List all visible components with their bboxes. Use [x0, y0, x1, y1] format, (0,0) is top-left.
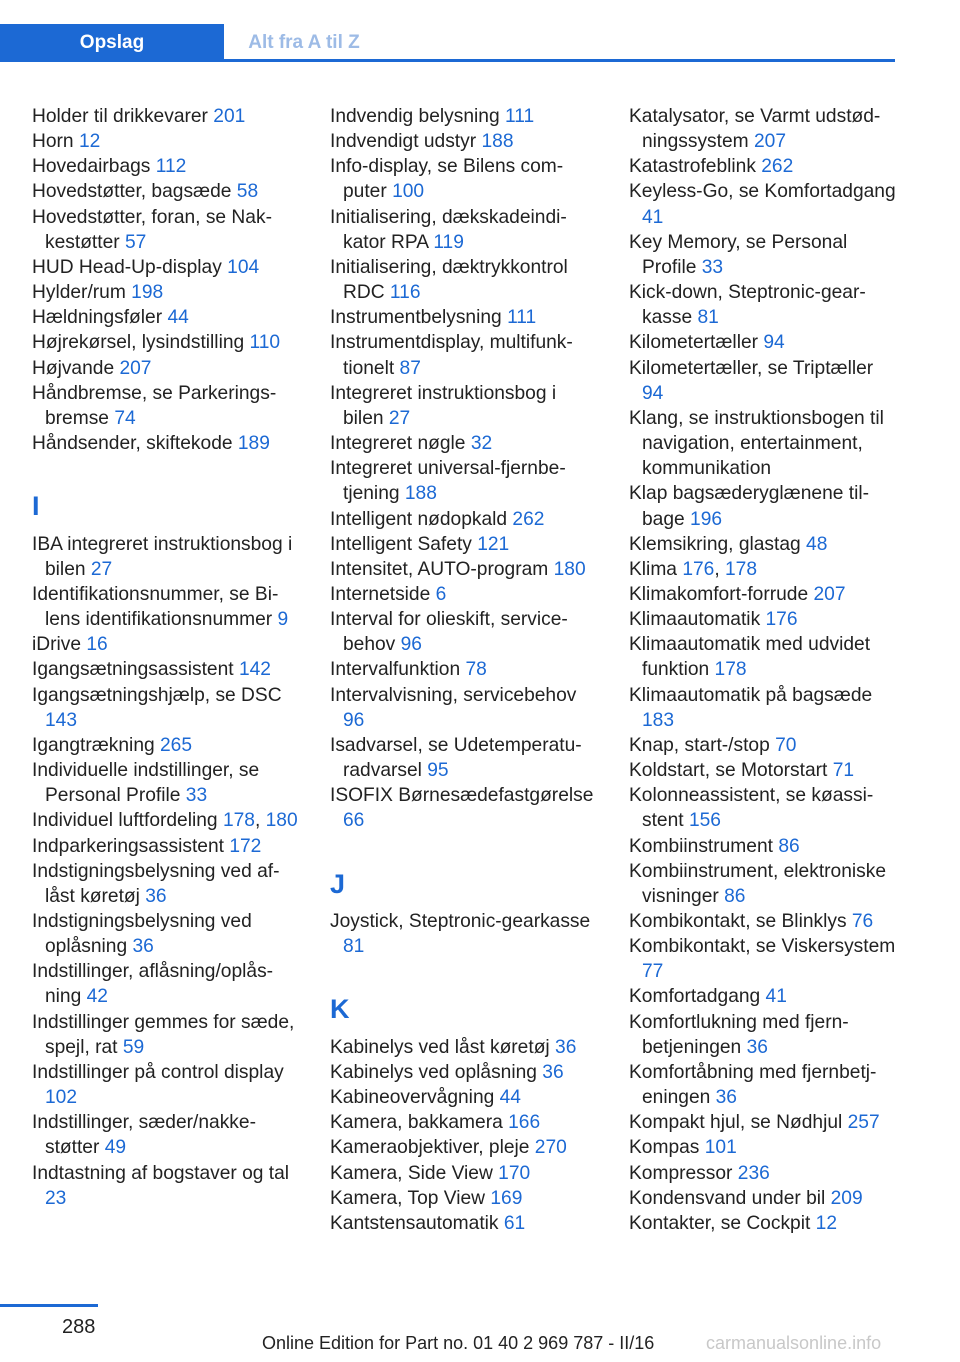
- index-entry-text: Klimakomfort-forrude: [629, 583, 809, 605]
- page-reference-link[interactable]: 104: [227, 256, 260, 278]
- index-entry: [330, 909, 600, 959]
- page-reference-link[interactable]: 100: [392, 181, 425, 203]
- page-reference-link[interactable]: 44: [167, 307, 189, 329]
- page-reference-link[interactable]: 207: [813, 583, 846, 605]
- index-entry: [32, 683, 302, 733]
- page-reference-link[interactable]: 94: [763, 332, 785, 354]
- index-entry-text: Initialisering, dæktrykkontrol RDC: [330, 256, 568, 304]
- index-entry-text: Kilometertæller: [629, 332, 759, 354]
- index-entry: [32, 330, 302, 355]
- page-reference-link[interactable]: 96: [400, 634, 422, 656]
- page-reference-link[interactable]: 27: [90, 558, 113, 580]
- index-entry: [330, 154, 600, 204]
- footer-rule: [0, 1304, 98, 1307]
- index-entry: [330, 733, 600, 783]
- index-entry-text: Klima: [629, 558, 677, 580]
- page-reference-link[interactable]: 81: [697, 307, 719, 329]
- index-entry: [629, 356, 897, 406]
- index-entry: [32, 1161, 302, 1211]
- index-entry: [330, 305, 600, 330]
- index-entry-text: Horn: [32, 131, 74, 153]
- header-rule: [0, 59, 895, 62]
- index-entry-text: Initialisering, dækskadeindikator RPA: [330, 206, 567, 253]
- index-entry-text: Indvendigt udstyr: [330, 131, 477, 153]
- index-entry: [629, 1010, 897, 1060]
- index-entry-text: Individuelle indstillinger, se Personal Profile: [32, 760, 260, 807]
- index-entry: [330, 532, 600, 557]
- index-entry-text: Komfortadgang: [629, 986, 761, 1008]
- page-reference-link[interactable]: 142: [238, 659, 271, 681]
- index-entry-text: Intervalvisning, servicebehov: [330, 684, 577, 706]
- index-entry: [629, 984, 897, 1009]
- index-entry-text: Kilometertæller, se Triptæller: [629, 357, 874, 379]
- page-reference-link[interactable]: 36: [145, 885, 167, 907]
- page-reference-link[interactable]: 188: [481, 131, 514, 153]
- page-reference-link[interactable]: 36: [746, 1036, 768, 1058]
- index-entry-text: Isadvarsel, se Udetemperaturadvarsel: [330, 734, 582, 782]
- index-entry-text: Indstillinger på control display: [32, 1061, 284, 1083]
- index-entry: [629, 532, 897, 557]
- index-entry-text: Kolonneassistent, se køassistent: [629, 785, 874, 832]
- page-reference-link[interactable]: 86: [778, 835, 800, 857]
- index-entry-text: Hovedairbags: [32, 156, 151, 178]
- page-reference-link[interactable]: 12: [78, 131, 101, 153]
- page-reference-link[interactable]: 94: [642, 382, 664, 404]
- page-reference-link[interactable]: 76: [851, 911, 874, 932]
- index-entry-text: Indstillinger, aflåsning/oplåsning: [32, 961, 274, 1008]
- index-entry: [629, 607, 897, 632]
- index-entry-text: Indstigningsbelysning ved aflåst køretøj: [32, 860, 280, 907]
- page-reference-link[interactable]: 27: [388, 407, 411, 429]
- index-entry-text: Klimaautomatik: [629, 609, 761, 631]
- index-entry-text: Keyless-Go, se Komfortadgang: [629, 181, 896, 203]
- page-reference-link[interactable]: 236: [737, 1162, 770, 1184]
- page-reference-link[interactable]: 176: [765, 609, 798, 631]
- index-entry-text: Kabineovervågning: [330, 1087, 495, 1109]
- page-reference-link[interactable]: 96: [343, 709, 365, 731]
- index-entry-text: Hylder/rum: [32, 282, 126, 304]
- index-entry-text: Klemsikring, glastag: [629, 533, 801, 555]
- page-reference-link[interactable]: 6: [435, 583, 447, 605]
- index-letter-heading: K: [330, 994, 350, 1025]
- index-entry-text: Kombiinstrument, elektroniske visninger: [629, 860, 887, 907]
- index-entry-text: Kombiinstrument: [629, 835, 773, 857]
- index-entry: [629, 154, 897, 179]
- index-entry-text: Indstillinger gemmes for sæde, spejl, rat: [32, 1011, 295, 1058]
- index-entry-text: Håndsender, skiftekode: [32, 433, 233, 455]
- index-entry-text: Kamera, Top View: [330, 1187, 486, 1209]
- index-entry: Individuel luftfordeling 178, 180: [32, 810, 298, 832]
- index-entry-text: Kompas: [629, 1137, 700, 1159]
- index-entry-text: Katastrofeblink: [629, 156, 756, 178]
- index-entry-text: Klimaautomatik på bagsæde: [629, 684, 873, 706]
- index-entry: [32, 179, 302, 204]
- page-reference-link[interactable]: 44: [499, 1087, 521, 1109]
- index-entry-text: Key Memory, se Personal Profile: [629, 231, 848, 278]
- index-entry: [32, 154, 302, 179]
- page-reference-link[interactable]: 87: [399, 357, 421, 379]
- page-reference-link[interactable]: 36: [542, 1061, 564, 1083]
- index-entry: [629, 582, 897, 607]
- page-reference-link[interactable]: 189: [237, 433, 270, 455]
- index-entry: [32, 305, 302, 330]
- page-reference-link[interactable]: 86: [724, 885, 746, 907]
- page-reference-link[interactable]: 41: [765, 986, 787, 1008]
- page-reference-link[interactable]: 70: [775, 734, 797, 756]
- page-reference-link[interactable]: 32: [470, 433, 493, 455]
- index-entry: [629, 230, 897, 280]
- index-entry-text: Kompressor: [629, 1162, 733, 1184]
- page-reference-link[interactable]: 116: [389, 282, 421, 304]
- index-entry: [629, 632, 897, 682]
- index-entry-text: Kamera, Side View: [330, 1162, 493, 1184]
- index-entry: [32, 532, 302, 582]
- index-entry: [330, 657, 600, 682]
- page-reference-link[interactable]: 36: [132, 936, 154, 958]
- index-entry: [330, 1060, 600, 1085]
- index-entry: [330, 582, 600, 607]
- index-entry-text: Kondensvand under bil: [629, 1187, 826, 1209]
- index-entry: [330, 507, 600, 532]
- index-entry: [32, 280, 302, 305]
- section-gap: [330, 959, 600, 984]
- index-entry-text: Kompakt hjul, se Nødhjul: [629, 1112, 843, 1134]
- page-reference-link[interactable]: 16: [86, 634, 108, 656]
- index-entry-text: Kabinelys ved oplåsning: [330, 1061, 537, 1083]
- page-reference-link[interactable]: 111: [504, 106, 535, 127]
- index-entry: [629, 783, 897, 833]
- page-reference-link[interactable]: 180: [265, 810, 298, 832]
- page-reference-link[interactable]: 121: [477, 533, 510, 555]
- index-entry: [32, 758, 302, 808]
- index-entry-text: Klap bagsæderyglænene tilbage: [629, 483, 869, 530]
- index-entry: [629, 1186, 897, 1211]
- page-reference-link[interactable]: 176: [682, 558, 715, 580]
- index-entry-text: Kombikontakt, se Blinklys: [629, 911, 847, 932]
- page-reference-link[interactable]: 262: [761, 156, 794, 178]
- index-entry: [32, 1010, 302, 1060]
- index-entry-text: Klimaautomatik med udvidet funktion: [629, 634, 871, 681]
- index-entry: [32, 834, 302, 859]
- index-entry: [629, 104, 897, 154]
- index-entry-text: Internetside: [330, 583, 431, 605]
- index-entry-text: Kontakter, se Cockpit: [629, 1212, 811, 1234]
- index-entry: [629, 481, 897, 531]
- page-reference-link[interactable]: 74: [114, 407, 136, 429]
- page-reference-link[interactable]: 101: [704, 1137, 737, 1159]
- index-entry-text: Integreret instruktionsbog i bilen: [330, 382, 557, 429]
- page-reference-link[interactable]: 178: [725, 558, 758, 580]
- index-entry-text: iDrive: [32, 634, 82, 656]
- index-entry: [629, 1135, 897, 1160]
- page-reference-link[interactable]: 257: [847, 1112, 880, 1134]
- index-entry: [629, 909, 897, 934]
- index-entry: [629, 934, 897, 984]
- page-reference-link[interactable]: 198: [131, 282, 164, 304]
- index-entry: [330, 607, 600, 657]
- index-entry: [629, 683, 897, 733]
- index-entry: [629, 859, 897, 909]
- tab-opslag[interactable]: Opslag: [0, 24, 224, 59]
- page-reference-link[interactable]: 119: [433, 231, 464, 253]
- page-reference-link[interactable]: 270: [534, 1137, 567, 1159]
- index-entry: [330, 456, 600, 506]
- index-entry-text: Højrekørsel, lysindstilling: [32, 332, 245, 354]
- index-entry-text: Intelligent nødopkald: [330, 508, 508, 530]
- index-entry-text: Hovedstøtter, bagsæde: [32, 181, 232, 203]
- index-entry: [32, 909, 302, 959]
- page-reference-link[interactable]: 61: [503, 1212, 526, 1234]
- index-entry: [32, 959, 302, 1009]
- index-column-3: [629, 104, 897, 1236]
- page-reference-link[interactable]: 180: [553, 558, 586, 580]
- index-entry-text: Kabinelys ved låst køretøj: [330, 1036, 550, 1058]
- index-entry: [330, 255, 600, 305]
- index-entry-text: Højvande: [32, 357, 115, 379]
- index-entry: [629, 758, 897, 783]
- index-entry: [330, 1211, 600, 1236]
- page-reference-link[interactable]: 23: [45, 1187, 67, 1209]
- section-gap: [330, 834, 600, 859]
- index-entry-text: Igangtrækning: [32, 734, 155, 756]
- index-entry-text: Integreret nøgle: [330, 433, 466, 455]
- watermark-text: carmanualsonline.info: [706, 1333, 882, 1353]
- page-reference-link[interactable]: 102: [45, 1087, 78, 1109]
- index-entry: [330, 557, 600, 582]
- section-gap: [32, 456, 302, 481]
- index-entry-text: IBA integreret instruktionsbog i bilen: [32, 533, 293, 580]
- index-entry: [629, 406, 897, 481]
- index-entry-text: Kick-down, Steptronic-gearkasse: [629, 282, 866, 329]
- page-reference-link[interactable]: 71: [832, 760, 855, 782]
- page-reference-link[interactable]: 178: [714, 659, 747, 681]
- index-letter-heading: J: [330, 868, 346, 899]
- index-entry-text: Kombikontakt, se Viskersystem: [629, 936, 896, 958]
- page-reference-link[interactable]: 143: [45, 709, 78, 731]
- page-reference-link[interactable]: 9: [277, 609, 289, 631]
- index-entry: [330, 431, 600, 456]
- index-entry-text: Kamera, bakkamera: [330, 1112, 503, 1134]
- index-entry: [330, 1161, 600, 1186]
- index-entry: [330, 104, 600, 129]
- page-reference-link[interactable]: 262: [512, 508, 545, 530]
- index-entry: [32, 632, 302, 657]
- index-entry-text: Identifikationsnummer, se Bilens identifikationsnummer: [32, 583, 279, 631]
- index-entry-text: Indstigningsbelysning ved oplåsning: [32, 910, 252, 958]
- page-reference-link[interactable]: 265: [160, 734, 193, 756]
- index-entry: [32, 657, 302, 682]
- index-entry: [330, 1110, 600, 1135]
- page-reference-link[interactable]: 188: [404, 483, 437, 505]
- index-entry: [32, 1060, 302, 1110]
- page-reference-link[interactable]: 57: [124, 231, 147, 253]
- index-entry-text: Knap, start-/stop: [629, 734, 770, 756]
- page-reference-link[interactable]: 156: [688, 810, 721, 832]
- index-entry: [629, 330, 897, 355]
- page-reference-link[interactable]: 58: [236, 181, 259, 203]
- page-reference-link[interactable]: 166: [508, 1112, 541, 1134]
- page-reference-link[interactable]: 209: [830, 1187, 863, 1209]
- index-entry-text: HUD Head-Up-display: [32, 256, 222, 278]
- index-entry: [32, 582, 302, 632]
- page-reference-link[interactable]: 42: [86, 986, 108, 1008]
- index-entry: [32, 1110, 302, 1160]
- index-entry-text: Intelligent Safety: [330, 533, 472, 555]
- index-entry: [330, 381, 600, 431]
- header-bar: [0, 24, 895, 62]
- index-column-2: [330, 104, 600, 1236]
- index-entry-text: Hovedstøtter, foran, se Nakkestøtter: [32, 206, 272, 253]
- index-entry: [330, 129, 600, 154]
- page-reference-link[interactable]: 77: [642, 961, 664, 983]
- index-entry-text: Holder til drikkevarer: [32, 106, 208, 127]
- index-entry-text: Interval for olieskift, servicebehov: [330, 609, 568, 656]
- page-reference-link[interactable]: 111: [507, 307, 537, 329]
- page-reference-link[interactable]: 66: [343, 810, 365, 832]
- page-reference-link[interactable]: 59: [122, 1036, 145, 1058]
- index-entry-text: Instrumentdisplay, multifunktionelt: [330, 332, 573, 379]
- edition-text: Online Edition for Part no. 01 40 2 969 787 - II/16: [262, 1333, 655, 1353]
- index-entry: [330, 1186, 600, 1211]
- index-entry-text: Indtastning af bogstaver og tal: [32, 1162, 290, 1184]
- page-reference-link[interactable]: 169: [490, 1187, 523, 1209]
- index-letter-heading: I: [32, 491, 40, 522]
- index-entry-text: Kameraobjektiver, pleje: [330, 1137, 530, 1159]
- index-entry-text: Individuel luftfordeling: [32, 810, 218, 832]
- page-reference-link[interactable]: 41: [642, 206, 664, 228]
- index-entry-text: Hældningsføler: [32, 307, 163, 329]
- index-entry-text: Info-display, se Bilens computer: [330, 156, 564, 203]
- index-entry: [330, 683, 600, 733]
- page-reference-link[interactable]: 33: [185, 785, 208, 807]
- page-reference-link[interactable]: 36: [555, 1036, 577, 1058]
- index-entry: [32, 104, 302, 129]
- index-entry: [330, 1135, 600, 1160]
- page-reference-link[interactable]: 12: [815, 1212, 837, 1234]
- index-entry-text: Igangsætningsassistent: [32, 659, 234, 681]
- index-entry-text: Instrumentbelysning: [330, 307, 502, 329]
- index-entry: [629, 280, 897, 330]
- index-entry-text: Håndbremse, se Parkeringsbremse: [32, 382, 277, 429]
- index-entry-text: Katalysator, se Varmt udstødningssystem: [629, 106, 881, 153]
- page-reference-link[interactable]: 110: [249, 332, 281, 354]
- index-entry-text: Joystick, Steptronic-gearkasse: [330, 910, 591, 932]
- index-entry: [32, 733, 302, 758]
- index-entry: [32, 205, 302, 255]
- index-entry-text: Koldstart, se Motorstart: [629, 760, 828, 782]
- index-entry-text: Indstillinger, sæder/nakkestøtter: [32, 1112, 256, 1159]
- index-entry: [32, 381, 302, 431]
- page-reference-link[interactable]: 170: [498, 1162, 531, 1184]
- index-entry: Klima 176, 178: [629, 558, 758, 580]
- page-reference-link[interactable]: 36: [715, 1087, 737, 1109]
- index-entry: [629, 179, 897, 229]
- index-entry: [32, 356, 302, 381]
- index-entry: [629, 1161, 897, 1186]
- index-entry-text: Indparkeringsassistent: [32, 835, 224, 857]
- index-entry: [32, 255, 302, 280]
- page-reference-link[interactable]: 207: [753, 131, 786, 153]
- page-reference-link[interactable]: 78: [465, 659, 487, 681]
- index-entry: [330, 1035, 600, 1060]
- page-reference-link[interactable]: 49: [104, 1137, 127, 1159]
- page-number: 288: [62, 1316, 96, 1338]
- page-reference-link[interactable]: 33: [701, 256, 724, 278]
- index-entry-text: Integreret universal-fjernbetjening: [330, 458, 566, 505]
- index-entry-text: Intensitet, AUTO-program: [330, 558, 549, 580]
- index-entry: [629, 1060, 897, 1110]
- index-entry: [32, 859, 302, 909]
- page-reference-link[interactable]: 183: [642, 709, 675, 731]
- index-entry-text: Komfortlukning med fjernbetjeningen: [629, 1011, 849, 1058]
- page-reference-link[interactable]: 81: [343, 936, 365, 958]
- index-entry-text: Kantstensautomatik: [330, 1212, 499, 1234]
- page-reference-link[interactable]: 112: [155, 156, 187, 178]
- index-entry-text: Indvendig belysning: [330, 106, 500, 127]
- page-reference-link[interactable]: 95: [427, 760, 449, 782]
- tab-alt-fra-a-til-z[interactable]: Alt fra A til Z: [248, 32, 360, 53]
- index-entry: [629, 1110, 897, 1135]
- page-reference-link[interactable]: 48: [806, 533, 828, 555]
- index-entry: [629, 733, 897, 758]
- page-reference-link[interactable]: 196: [690, 508, 723, 530]
- index-column-1: [32, 104, 302, 1211]
- index-entry: [330, 330, 600, 380]
- index-entry: [32, 431, 302, 456]
- index-entry: [330, 783, 600, 833]
- index-entry-text: Intervalfunktion: [330, 659, 461, 681]
- page-reference-link[interactable]: 172: [229, 835, 262, 857]
- page-reference-link[interactable]: 201: [213, 106, 246, 127]
- page-reference-link[interactable]: 207: [119, 357, 152, 379]
- index-entry-text: Klang, se instruktionsbogen til navigation, entertainment, kommunikation: [629, 407, 884, 480]
- index-entry: [330, 1085, 600, 1110]
- index-entry: [629, 1211, 897, 1236]
- page-reference-link[interactable]: 178: [222, 810, 255, 832]
- index-entry-text: Komfortåbning med fjernbetjeningen: [629, 1061, 877, 1109]
- index-entry: [32, 129, 302, 154]
- index-entry-text: ISOFIX Børnesædefastgørelse: [330, 785, 594, 807]
- index-entry: [330, 205, 600, 255]
- index-entry-text: Igangsætningshjælp, se DSC: [32, 684, 282, 706]
- index-entry: [629, 834, 897, 859]
